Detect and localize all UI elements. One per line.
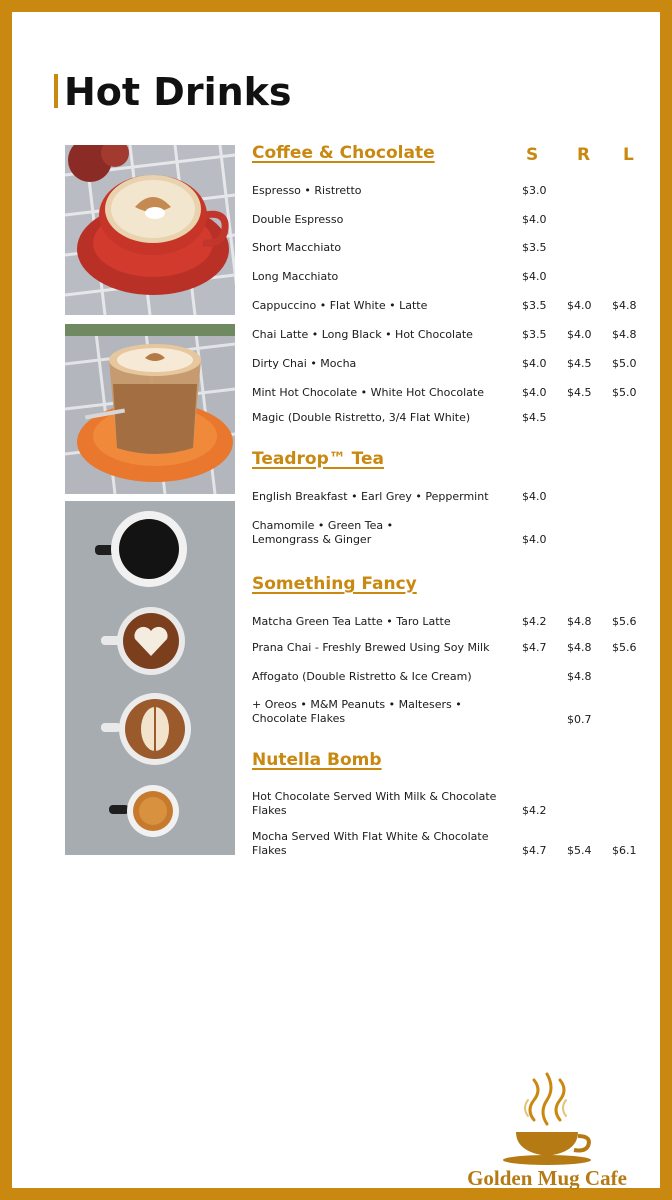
menu-item: Dirty Chai • Mocha (252, 357, 357, 370)
price-regular: $4.0 (567, 299, 592, 312)
price-small: $4.7 (522, 844, 547, 857)
menu-item: Mint Hot Chocolate • White Hot Chocolate (252, 386, 484, 399)
section-title-coffee: Coffee & Chocolate (252, 143, 435, 163)
price-small: $4.5 (522, 411, 547, 424)
menu-item: Magic (Double Ristretto, 3/4 Flat White) (252, 411, 471, 424)
price-regular: $4.5 (567, 357, 592, 370)
price-small: $4.0 (522, 357, 547, 370)
price-regular: $4.8 (567, 641, 592, 654)
menu-item: + Oreos • M&M Peanuts • Maltesers • Chocolate Flakes (252, 698, 462, 725)
size-header-regular: R (577, 145, 591, 165)
page-title: Hot Drinks (64, 70, 292, 114)
size-header-large: L (623, 145, 634, 165)
price-regular: $0.7 (567, 713, 592, 726)
title-accent-bar (54, 74, 58, 108)
size-header-small: S (526, 145, 539, 165)
menu-item: English Breakfast • Earl Grey • Peppermint (252, 490, 489, 503)
price-small: $4.0 (522, 490, 547, 503)
menu-item: Long Macchiato (252, 270, 339, 283)
price-regular: $4.8 (567, 670, 592, 683)
menu-item: Espresso • Ristretto (252, 184, 362, 197)
price-small: $3.5 (522, 328, 547, 341)
menu-item: Short Macchiato (252, 241, 342, 254)
photo-four-cups-top-view (65, 501, 235, 855)
price-small: $3.0 (522, 184, 547, 197)
section-title-tea: Teadrop™ Tea (252, 449, 384, 469)
price-small: $3.5 (522, 299, 547, 312)
price-small: $4.2 (522, 615, 547, 628)
price-small: $4.7 (522, 641, 547, 654)
price-small: $4.0 (522, 213, 547, 226)
price-large: $5.6 (612, 615, 637, 628)
menu-item: Cappuccino • Flat White • Latte (252, 299, 428, 312)
price-small: $4.2 (522, 804, 547, 817)
menu-item: Matcha Green Tea Latte • Taro Latte (252, 615, 451, 628)
price-regular: $4.8 (567, 615, 592, 628)
menu-item: Chai Latte • Long Black • Hot Chocolate (252, 328, 473, 341)
price-small: $3.5 (522, 241, 547, 254)
price-regular: $5.4 (567, 844, 592, 857)
price-regular: $4.0 (567, 328, 592, 341)
price-small: $4.0 (522, 533, 547, 546)
menu-item: Chamomile • Green Tea • Lemongrass & Ginger (252, 519, 394, 546)
menu-item: Hot Chocolate Served With Milk & Chocolate Flakes (252, 790, 497, 817)
price-small: $4.0 (522, 270, 547, 283)
steaming-cup-icon (452, 1070, 642, 1166)
price-large: $4.8 (612, 299, 637, 312)
menu-item: Prana Chai - Freshly Brewed Using Soy Milk (252, 641, 490, 654)
photo-cappuccino-red-cup (65, 145, 235, 315)
photo-latte-glass (65, 324, 235, 494)
price-large: $6.1 (612, 844, 637, 857)
brand-logo (452, 1070, 642, 1195)
section-title-nutella: Nutella Bomb (252, 750, 382, 770)
section-title-fancy: Something Fancy (252, 574, 417, 594)
price-large: $5.0 (612, 357, 637, 370)
price-large: $4.8 (612, 328, 637, 341)
price-large: $5.6 (612, 641, 637, 654)
menu-item: Double Espresso (252, 213, 344, 226)
brand-name: Golden Mug Cafe (467, 1166, 627, 1190)
menu-item: Affogato (Double Ristretto & Ice Cream) (252, 670, 472, 683)
price-small: $4.0 (522, 386, 547, 399)
price-large: $5.0 (612, 386, 637, 399)
price-regular: $4.5 (567, 386, 592, 399)
menu-item: Mocha Served With Flat White & Chocolate Flakes (252, 830, 489, 857)
